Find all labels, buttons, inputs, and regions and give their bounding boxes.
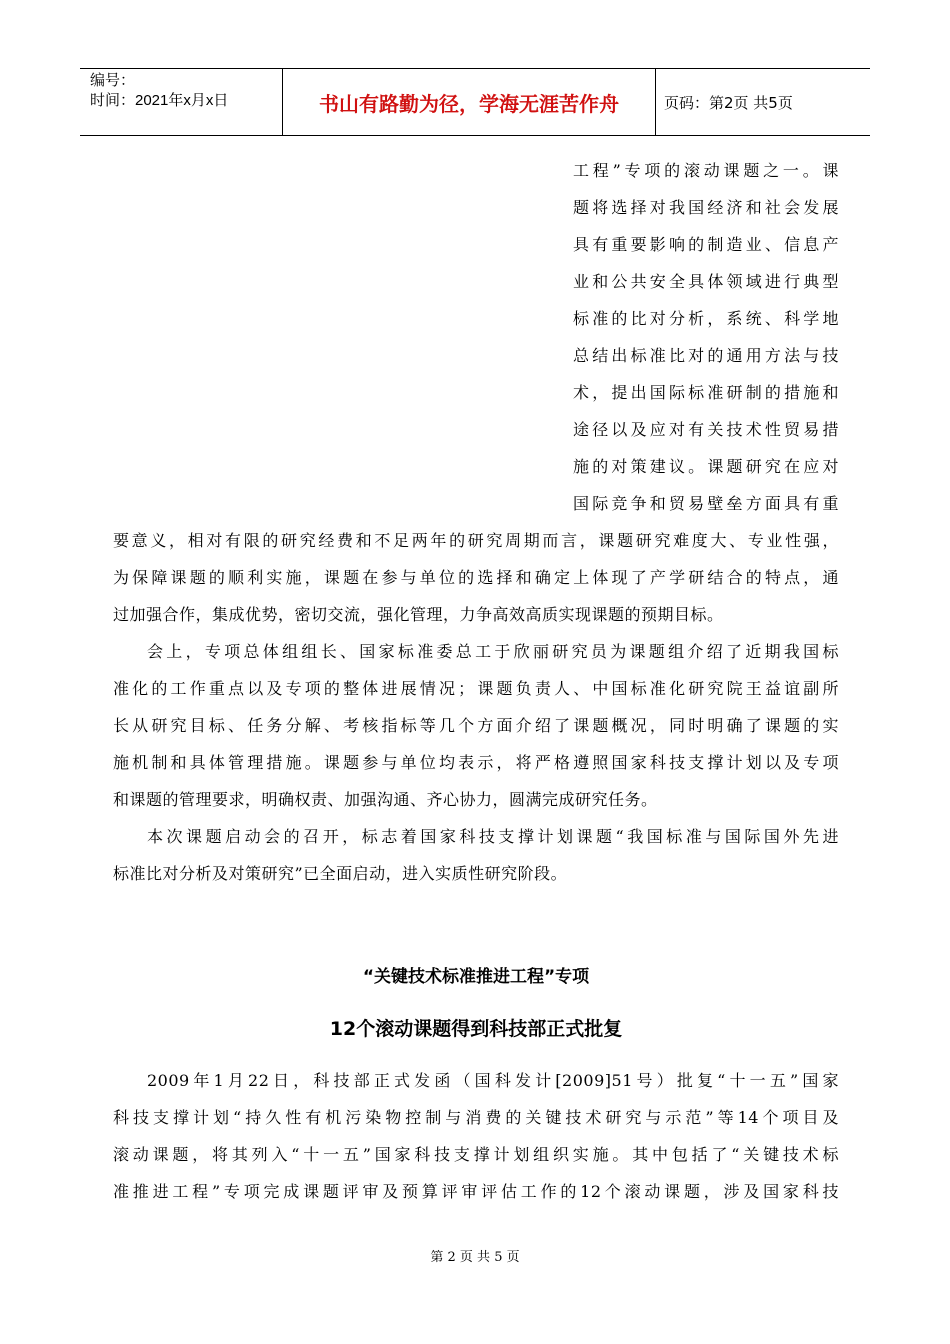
text-line: 会上，专项总体组组长、国家标准委总工于欣丽研究员为课题组介绍了近期我国标 (147, 642, 839, 661)
text-line: 业和公共安全具体领域进行典型 (573, 272, 839, 291)
text-line: 题将选择对我国经济和社会发展 (573, 198, 839, 217)
text-line: 和课题的管理要求，明确权责、加强沟通、齐心协力，圆满完成研究任务。 (113, 790, 658, 809)
text-line: 过加强合作，集成优势，密切交流，强化管理，力争高效高质实现课题的预期目标。 (113, 605, 724, 624)
header-motto: 书山有路勤为径，学海无涯苦作舟 (283, 69, 656, 135)
header-meta-cell (80, 69, 283, 135)
text-line: 标准比对分析及对策研究”已全面启动，进入实质性研究阶段。 (113, 864, 568, 883)
paragraph-4 (113, 1062, 839, 1210)
text-line: 具有重要影响的制造业、信息产 (573, 235, 839, 254)
section-heading-line-1: “关键技术标准推进工程”专项 (362, 967, 590, 987)
text-line: 2009年1月22日，科技部正式发函（国科发计[2009]51号）批复“十一五”国家 (147, 1071, 839, 1090)
narrow-column-text (573, 152, 839, 522)
page-footer: 第 2 页 共 5 页 (430, 1250, 520, 1265)
paragraph-1 (113, 522, 839, 633)
text-line: 国际竞争和贸易壁垒方面具有重 (573, 494, 839, 513)
document-header (80, 68, 870, 136)
text-line: 施的对策建议。课题研究在应对 (573, 457, 839, 476)
text-line: 术，提出国际标准研制的措施和 (573, 383, 839, 402)
text-line: 标准的比对分析，系统、科学地 (573, 309, 839, 328)
text-line: 本次课题启动会的召开，标志着国家科技支撑计划课题“我国标准与国际国外先进 (147, 827, 839, 846)
document-number-label: 编号： (90, 72, 136, 89)
section-heading-line-2: 12个滚动课题得到科技部正式批复 (329, 1018, 623, 1040)
text-line: 工程”专项的滚动课题之一。课 (573, 161, 839, 180)
text-line: 为保障课题的顺利实施，课题在参与单位的选择和确定上体现了产学研结合的特点，通 (113, 568, 839, 587)
text-line: 长从研究目标、任务分解、考核指标等几个方面介绍了课题概况，同时明确了课题的实 (113, 716, 839, 735)
text-line: 滚动课题，将其列入“十一五”国家科技支撑计划组织实施。其中包括了“关键技术标 (113, 1145, 839, 1164)
header-page-info: 页码：第2页 共5页 (664, 93, 793, 112)
text-line: 准推进工程”专项完成课题评审及预算评审评估工作的12个滚动课题，涉及国家科技 (113, 1182, 839, 1201)
text-line: 施机制和具体管理措施。课题参与单位均表示，将严格遵照国家科技支撑计划以及专项 (113, 753, 839, 772)
paragraph-2 (113, 633, 839, 818)
text-line: 要意义，相对有限的研究经费和不足两年的研究周期而言，课题研究难度大、专业性强， (113, 531, 839, 550)
text-line: 科技支撑计划“持久性有机污染物控制与消费的关键技术研究与示范”等14个项目及 (113, 1108, 839, 1127)
document-time-label: 时间：2021年x月x日 (90, 92, 229, 109)
text-line: 准化的工作重点以及专项的整体进展情况；课题负责人、中国标准化研究院王益谊副所 (113, 679, 839, 698)
text-line: 途径以及应对有关技术性贸易措 (573, 420, 839, 439)
text-line: 总结出标准比对的通用方法与技 (573, 346, 839, 365)
paragraph-3 (113, 818, 839, 892)
